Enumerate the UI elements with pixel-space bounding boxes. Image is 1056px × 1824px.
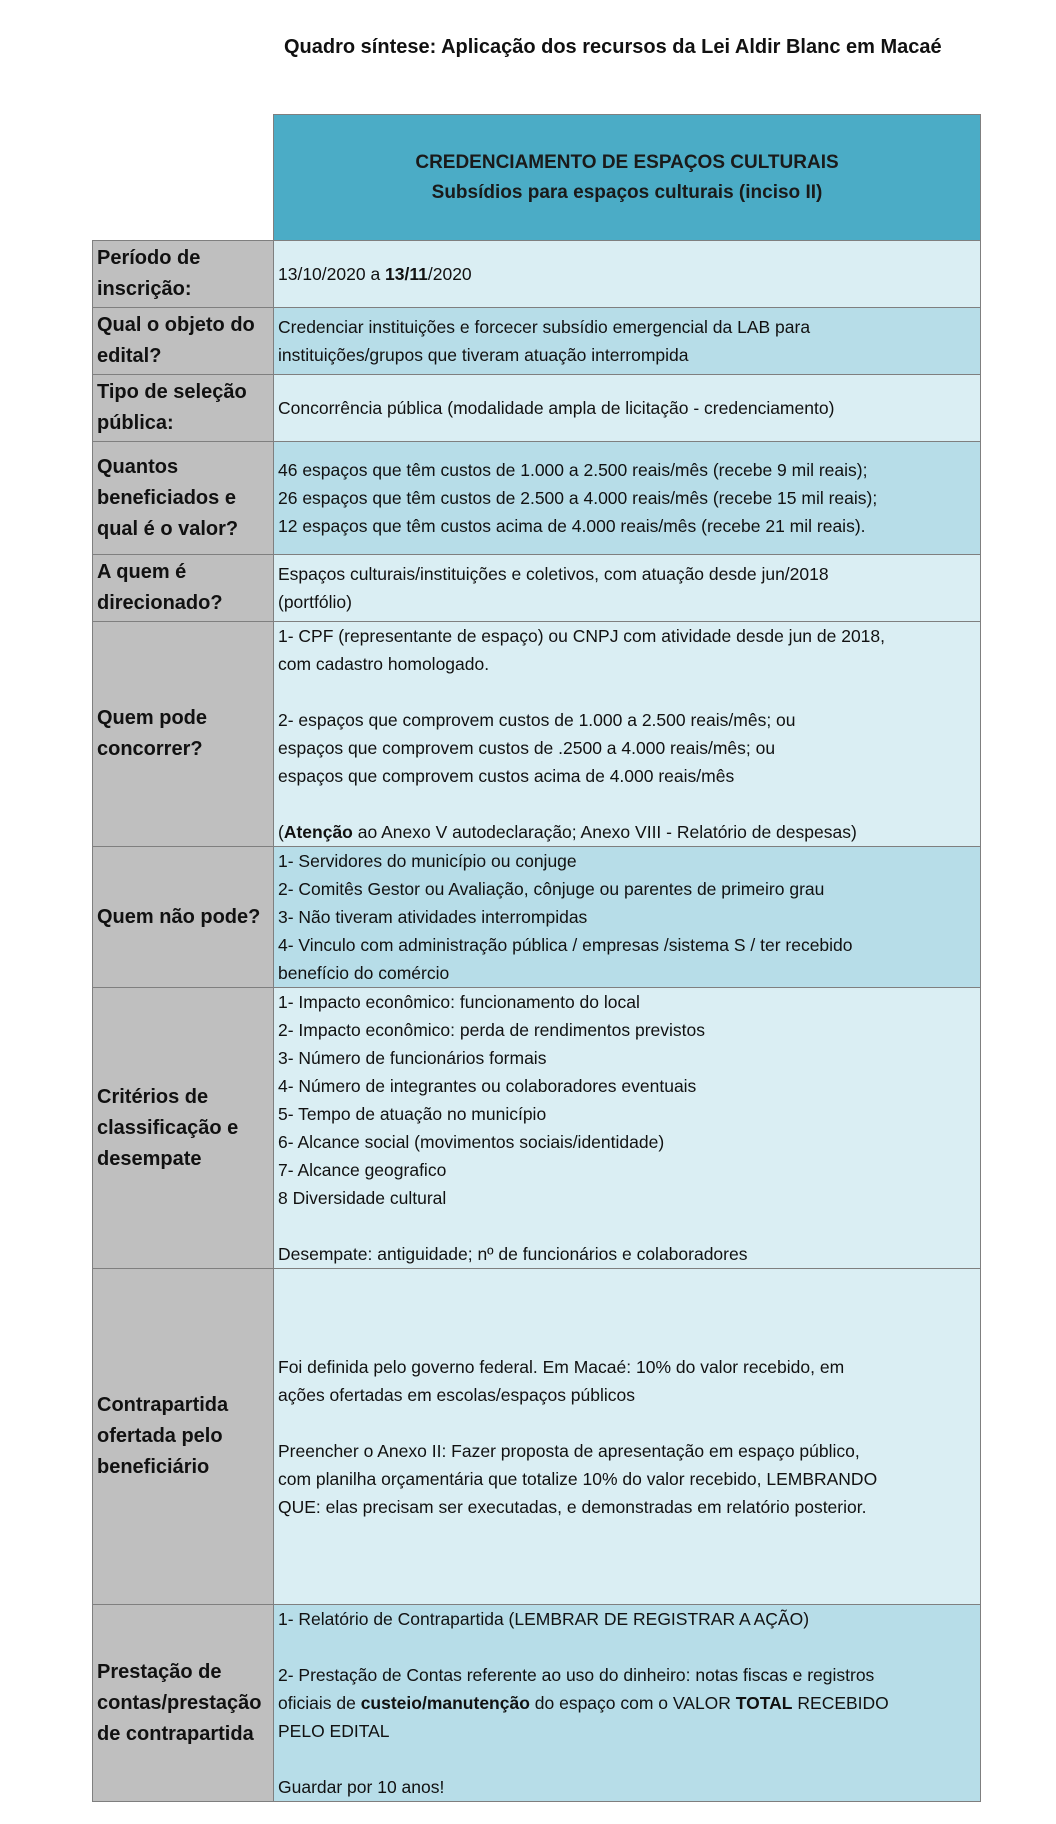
desempate-line: Desempate: antiguidade; nº de funcionários e colaboradores: [278, 1244, 748, 1264]
value-criterios: [274, 988, 981, 1269]
spacer: [278, 1745, 976, 1773]
prestacao-line: 1- Relatório de Contrapartida (LEMBRAR DE REGISTRAR A AÇÃO): [278, 1609, 810, 1629]
spacer: [278, 1409, 976, 1437]
nao-pode-line: 3- Não tiveram atividades interrompidas: [278, 907, 588, 927]
row-tipo: [93, 375, 981, 442]
row-objeto: [93, 308, 981, 375]
objeto-line: Credenciar instituições e forcecer subsídio emergencial da LAB para: [278, 317, 811, 337]
label-criterios: Critérios de classificação e desempate: [93, 988, 274, 1269]
summary-table: [92, 114, 981, 1802]
direcionado-line: (portfólio): [278, 592, 352, 612]
spacer: [278, 678, 976, 706]
value-contrapartida: [274, 1269, 981, 1605]
label-periodo: Período de inscrição:: [93, 241, 274, 308]
row-quem-nao-pode: [93, 847, 981, 988]
nao-pode-line: 2- Comitês Gestor ou Avaliação, cônjuge ou parentes de primeiro grau: [278, 879, 825, 899]
label-contrapartida: Contrapartida ofertada pelo beneficiário: [93, 1269, 274, 1605]
prestacao-line: PELO EDITAL: [278, 1721, 390, 1741]
quem-pode-line: com cadastro homologado.: [278, 654, 490, 674]
label-quem-nao-pode: Quem não pode?: [93, 847, 274, 988]
contrapartida-line: com planilha orçamentária que totalize 10% do valor recebido, LEMBRANDO: [278, 1468, 878, 1489]
prestacao-text: oficiais de: [278, 1693, 361, 1713]
quem-pode-line: espaços que comprovem custos acima de 4.000 reais/mês: [278, 766, 735, 786]
criterio-line: 4- Número de integrantes ou colaboradores eventuais: [278, 1076, 697, 1096]
row-contrapartida: [93, 1269, 981, 1605]
criterio-line: 5- Tempo de atuação no município: [278, 1104, 547, 1124]
nao-pode-line: 1- Servidores do município ou conjuge: [278, 851, 577, 871]
prestacao-line: 2- Prestação de Contas referente ao uso do dinheiro: notas fiscas e registros: [278, 1665, 875, 1685]
value-prestacao: [274, 1605, 981, 1802]
quantos-line: 46 espaços que têm custos de 1.000 a 2.500 reais/mês (recebe 9 mil reais);: [278, 460, 868, 480]
criterio-line: 7- Alcance geografico: [278, 1160, 447, 1180]
note-bold: Atenção: [283, 822, 353, 842]
quantos-line: 26 espaços que têm custos de 2.500 a 4.000 reais/mês (recebe 15 mil reais);: [278, 488, 878, 508]
label-tipo: Tipo de seleção pública:: [93, 375, 274, 442]
spacer: [278, 790, 976, 818]
header-corner-cell: [93, 115, 274, 241]
row-quem-pode: [93, 622, 981, 847]
value-quem-pode: [274, 622, 981, 847]
quantos-line: 12 espaços que têm custos acima de 4.000 reais/mês (recebe 21 mil reais).: [278, 516, 866, 536]
quem-pode-line: 2- espaços que comprovem custos de 1.000 a 2.500 reais/mês; ou: [278, 710, 796, 730]
criterio-line: 8 Diversidade cultural: [278, 1188, 447, 1208]
contrapartida-line: Foi definida pelo governo federal. Em Macaé: 10% do valor recebido, em: [278, 1356, 845, 1377]
row-direcionado: [93, 555, 981, 622]
value-quem-nao-pode: [274, 847, 981, 988]
prestacao-line-rich: [278, 1689, 976, 1717]
prestacao-line: Guardar por 10 anos!: [278, 1777, 445, 1797]
header-subtitle: Subsídios para espaços culturais (inciso II): [431, 181, 823, 203]
label-prestacao: Prestação de contas/prestação de contrapartida: [93, 1605, 274, 1802]
value-objeto: [274, 308, 981, 375]
periodo-end-bold: 13/11: [385, 264, 428, 284]
prestacao-bold: TOTAL: [735, 1693, 793, 1713]
row-quantos: [93, 442, 981, 555]
table-header-row: [93, 115, 981, 241]
objeto-line: instituições/grupos que tiveram atuação interrompida: [278, 345, 689, 365]
prestacao-text: do espaço com o VALOR: [529, 1693, 736, 1713]
label-quem-pode: Quem pode concorrer?: [93, 622, 274, 847]
note-open: (: [278, 822, 284, 842]
table-header: [274, 115, 981, 241]
nao-pode-line: benefício do comércio: [278, 963, 450, 983]
criterio-line: 6- Alcance social (movimentos sociais/identidade): [278, 1132, 665, 1152]
periodo-end-rest: /2020: [427, 264, 472, 284]
nao-pode-line: 4- Vinculo com administração pública / empresas /sistema S / ter recebido: [278, 935, 853, 955]
quem-pode-note: [278, 818, 976, 846]
criterio-line: 3- Número de funcionários formais: [278, 1048, 547, 1068]
note-rest: ao Anexo V autodeclaração; Anexo VIII - Relatório de despesas): [352, 822, 857, 842]
value-periodo: [274, 241, 981, 308]
quem-pode-line: espaços que comprovem custos de .2500 a 4.000 reais/mês; ou: [278, 738, 776, 758]
value-direcionado: [274, 555, 981, 622]
quem-pode-line: 1- CPF (representante de espaço) ou CNPJ com atividade desde jun de 2018,: [278, 626, 886, 646]
row-criterios: [93, 988, 981, 1269]
periodo-start: 13/10/2020 a: [278, 264, 386, 284]
value-quantos: [274, 442, 981, 555]
prestacao-text: RECEBIDO: [792, 1693, 889, 1713]
value-tipo: Concorrência pública (modalidade ampla de licitação - credenciamento): [274, 375, 981, 442]
spacer: [278, 1633, 976, 1661]
label-objeto: Qual o objeto do edital?: [93, 308, 274, 375]
criterio-line: 1- Impacto econômico: funcionamento do local: [278, 992, 640, 1012]
row-prestacao: [93, 1605, 981, 1802]
spacer: [278, 1212, 976, 1240]
contrapartida-line: Preencher o Anexo II: Fazer proposta de apresentação em espaço público,: [278, 1440, 860, 1461]
label-quantos: Quantos beneficiados e qual é o valor?: [93, 442, 274, 555]
prestacao-bold: custeio/manutenção: [360, 1693, 530, 1713]
criterio-line: 2- Impacto econômico: perda de rendimentos previstos: [278, 1020, 706, 1040]
direcionado-line: Espaços culturais/instituições e coletivos, com atuação desde jun/2018: [278, 564, 829, 584]
row-periodo: [93, 241, 981, 308]
page-title: Quadro síntese: Aplicação dos recursos da Lei Aldir Blanc em Macaé: [284, 36, 942, 58]
contrapartida-line: QUE: elas precisam ser executadas, e demonstradas em relatório posterior.: [278, 1496, 867, 1517]
label-direcionado: A quem é direcionado?: [93, 555, 274, 622]
header-title: CREDENCIAMENTO DE ESPAÇOS CULTURAIS: [415, 151, 839, 173]
contrapartida-line: ações ofertadas em escolas/espaços públicos: [278, 1384, 636, 1405]
